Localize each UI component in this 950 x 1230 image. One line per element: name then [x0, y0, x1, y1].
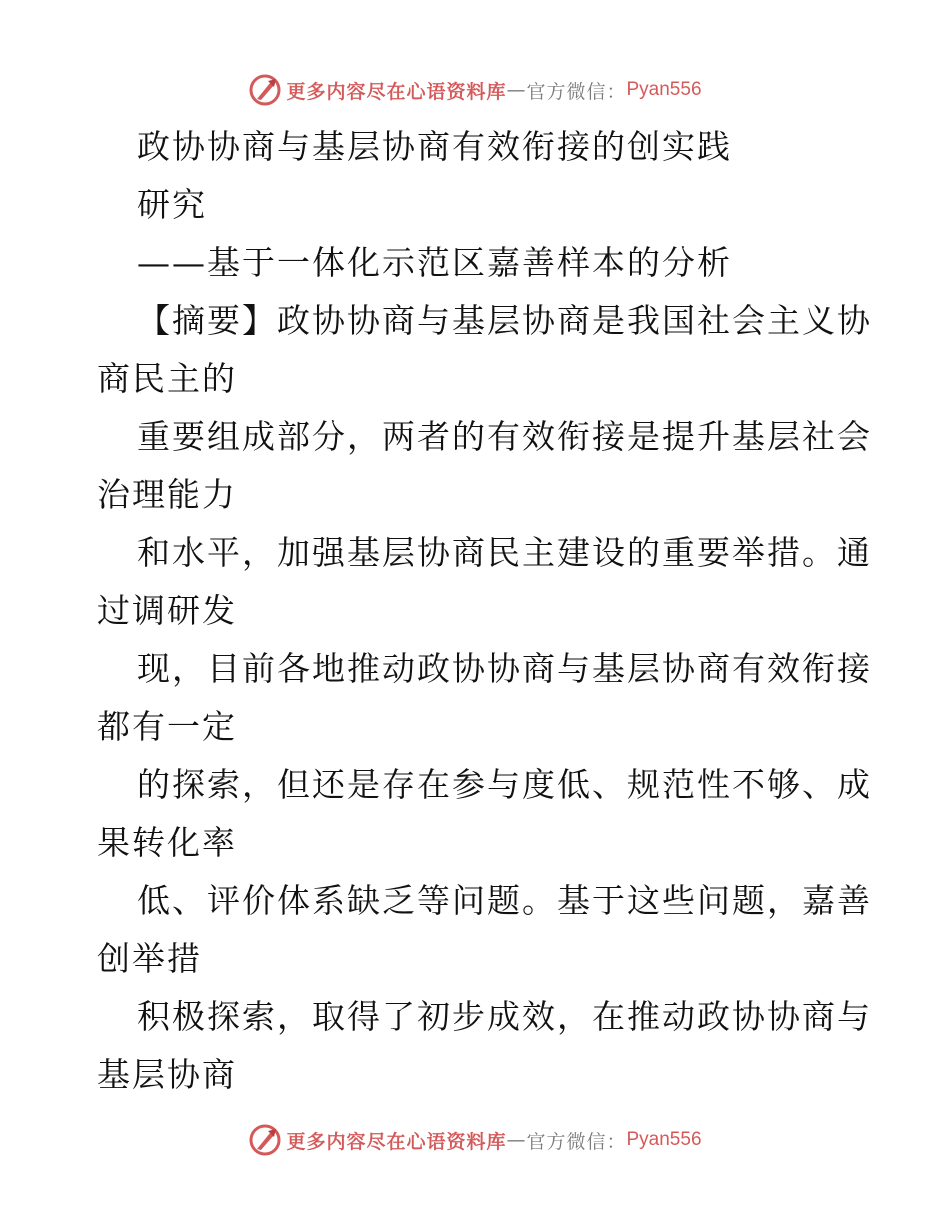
text-line: 低、评价体系缺乏等问题。基于这些问题，嘉善	[137, 881, 872, 920]
watermark-official: 官方微信：	[526, 1130, 627, 1153]
quill-logo-icon	[248, 73, 282, 107]
footer-watermark	[0, 1120, 950, 1160]
watermark-dash: —	[506, 1129, 527, 1151]
text-line: 重要组成部分，两者的有效衔接是提升基层社会	[137, 417, 872, 456]
quill-logo-icon	[248, 1123, 282, 1157]
watermark-brand: 更多内容尽在心语资料库	[286, 1130, 507, 1153]
document-body	[97, 118, 877, 1104]
watermark-brand: 更多内容尽在心语资料库	[286, 80, 507, 103]
text-line: 果转化率	[97, 823, 237, 862]
text-line: 政协协商与基层协商有效衔接的创实践	[137, 127, 732, 166]
watermark-dash: —	[506, 79, 527, 101]
watermark-official: 官方微信：	[526, 80, 627, 103]
text-line: 【摘要】政协协商与基层协商是我国社会主义协	[137, 301, 872, 340]
watermark-wechat-id: Pyan556	[626, 1129, 702, 1150]
text-line: 治理能力	[97, 475, 237, 514]
text-line: ——基于一体化示范区嘉善样本的分析	[137, 243, 732, 282]
text-line: 积极探索，取得了初步成效，在推动政协协商与	[137, 997, 872, 1036]
text-line: 都有一定	[97, 707, 237, 746]
text-line: 基层协商	[97, 1055, 237, 1094]
text-line: 创举措	[97, 939, 202, 978]
text-line: 商民主的	[97, 359, 237, 398]
watermark-wechat-id: Pyan556	[626, 79, 702, 100]
header-watermark	[0, 70, 950, 110]
text-line: 的探索，但还是存在参与度低、规范性不够、成	[137, 765, 872, 804]
text-line: 现，目前各地推动政协协商与基层协商有效衔接	[137, 649, 872, 688]
text-line: 过调研发	[97, 591, 237, 630]
text-line: 研究	[137, 185, 207, 224]
text-line: 和水平，加强基层协商民主建设的重要举措。通	[137, 533, 872, 572]
